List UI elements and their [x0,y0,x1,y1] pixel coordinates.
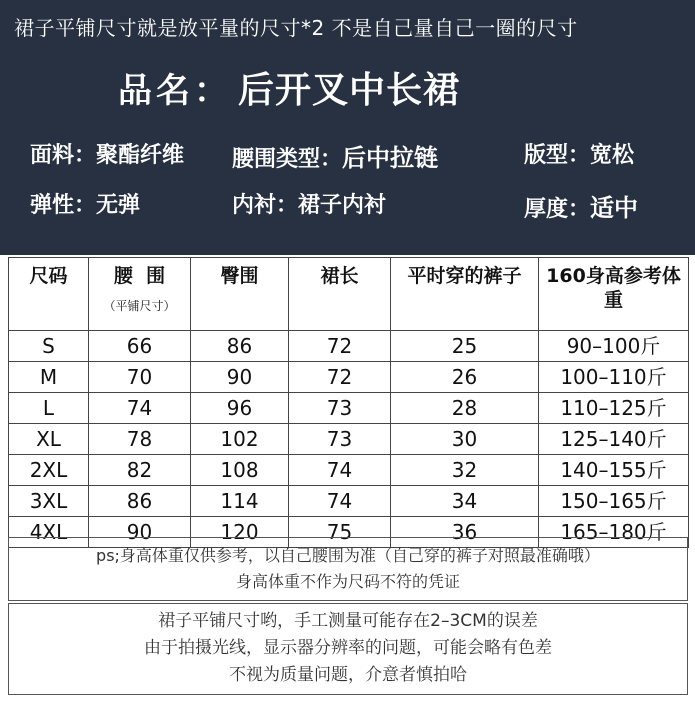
cell-waist: 90 [89,517,191,548]
table-body [9,331,689,548]
spec-label: 面料： [30,143,97,168]
cell-size: 3XL [9,486,89,517]
cell-size: XL [9,424,89,455]
cell-length: 72 [289,331,391,362]
column-header-waist [89,258,191,331]
spec-value: 裙子内衬 [298,193,387,218]
product-name-line [118,62,460,113]
note-line: 裙子平铺尺寸哟，手工测量可能存在2–3CM的误差 [158,611,538,631]
cell-weight: 125–140斤 [539,424,689,455]
table-row [9,331,689,362]
cell-pants-size: 26 [391,362,539,393]
column-header-weight: 160身高参考体重 [539,258,689,331]
cell-length: 75 [289,517,391,548]
cell-pants-size: 34 [391,486,539,517]
column-header-note: （平铺尺寸） [103,299,176,313]
spec-label: 版型： [524,143,591,168]
cell-waist: 70 [89,362,191,393]
cell-size: S [9,331,89,362]
cell-weight: 90–100斤 [539,331,689,362]
cell-length: 73 [289,424,391,455]
cell-weight: 140–155斤 [539,455,689,486]
note-line: ps;身高体重仅供参考，以自己腰围为准（自己穿的裤子对照最准确哦） [96,546,600,565]
disclaimer-note-box [8,603,688,695]
spec-label: 腰围类型： [232,147,343,172]
cell-length: 72 [289,362,391,393]
cell-size: 2XL [9,455,89,486]
cell-pants-size: 32 [391,455,539,486]
cell-hip: 114 [191,486,289,517]
table-row [9,362,689,393]
note-line: 由于拍摄光线，显示器分辨率的问题，可能会略有色差 [144,638,552,658]
table-row [9,424,689,455]
cell-pants-size: 30 [391,424,539,455]
cell-waist: 86 [89,486,191,517]
cell-length: 73 [289,393,391,424]
info-header [0,0,695,255]
spec-label: 厚度： [524,197,591,222]
cell-hip: 90 [191,362,289,393]
table-row [9,455,689,486]
cell-weight: 110–125斤 [539,393,689,424]
spec-lining [232,188,386,219]
cell-pants-size: 25 [391,331,539,362]
cell-waist: 74 [89,393,191,424]
spec-value: 后中拉链 [342,143,439,172]
cell-length: 74 [289,455,391,486]
table-header-row [9,258,689,331]
cell-size: 4XL [9,517,89,548]
column-header-label: 腰 围 [113,265,166,287]
table-row [9,393,689,424]
column-header-size: 尺码 [9,258,89,331]
spec-value: 宽松 [590,143,635,168]
column-header-pants-size: 平时穿的裤子 [391,258,539,331]
product-label: 品名： [118,71,232,111]
cell-waist: 78 [89,424,191,455]
cell-weight: 165–180斤 [539,517,689,548]
product-name: 后开叉中长裙 [238,70,461,111]
spec-fit [524,138,634,169]
column-header-length: 裙长 [289,258,391,331]
spec-elasticity [30,188,140,219]
cell-hip: 102 [191,424,289,455]
cell-pants-size: 36 [391,517,539,548]
cell-waist: 66 [89,331,191,362]
spec-label: 内衬： [232,193,299,218]
spec-row-1 [0,138,695,178]
cell-waist: 82 [89,455,191,486]
cell-size: M [9,362,89,393]
cell-hip: 108 [191,455,289,486]
table-row [9,486,689,517]
cell-pants-size: 28 [391,393,539,424]
spec-value: 无弹 [96,193,141,218]
spec-fabric [30,138,184,169]
spec-value: 适中 [590,193,639,222]
cell-hip: 86 [191,331,289,362]
note-line: 身高体重不作为尺码不符的凭证 [235,572,460,591]
cell-length: 74 [289,486,391,517]
column-header-hip: 臀围 [191,258,289,331]
cell-weight: 150–165斤 [539,486,689,517]
spec-waist-type [232,138,438,173]
cell-hip: 96 [191,393,289,424]
spec-label: 弹性： [30,193,97,218]
note-line: 不视为质量问题，介意者慎拍哈 [229,665,467,685]
reference-note-box [8,537,688,601]
size-measure-note: 裙子平铺尺寸就是放平量的尺寸*2 不是自己量自己一圈的尺寸 [14,16,578,40]
spec-row-2 [0,188,695,228]
spec-value: 聚酯纤维 [96,143,185,168]
cell-size: L [9,393,89,424]
cell-hip: 120 [191,517,289,548]
spec-thickness [524,188,638,223]
size-chart-table [8,257,689,548]
cell-weight: 100–110斤 [539,362,689,393]
